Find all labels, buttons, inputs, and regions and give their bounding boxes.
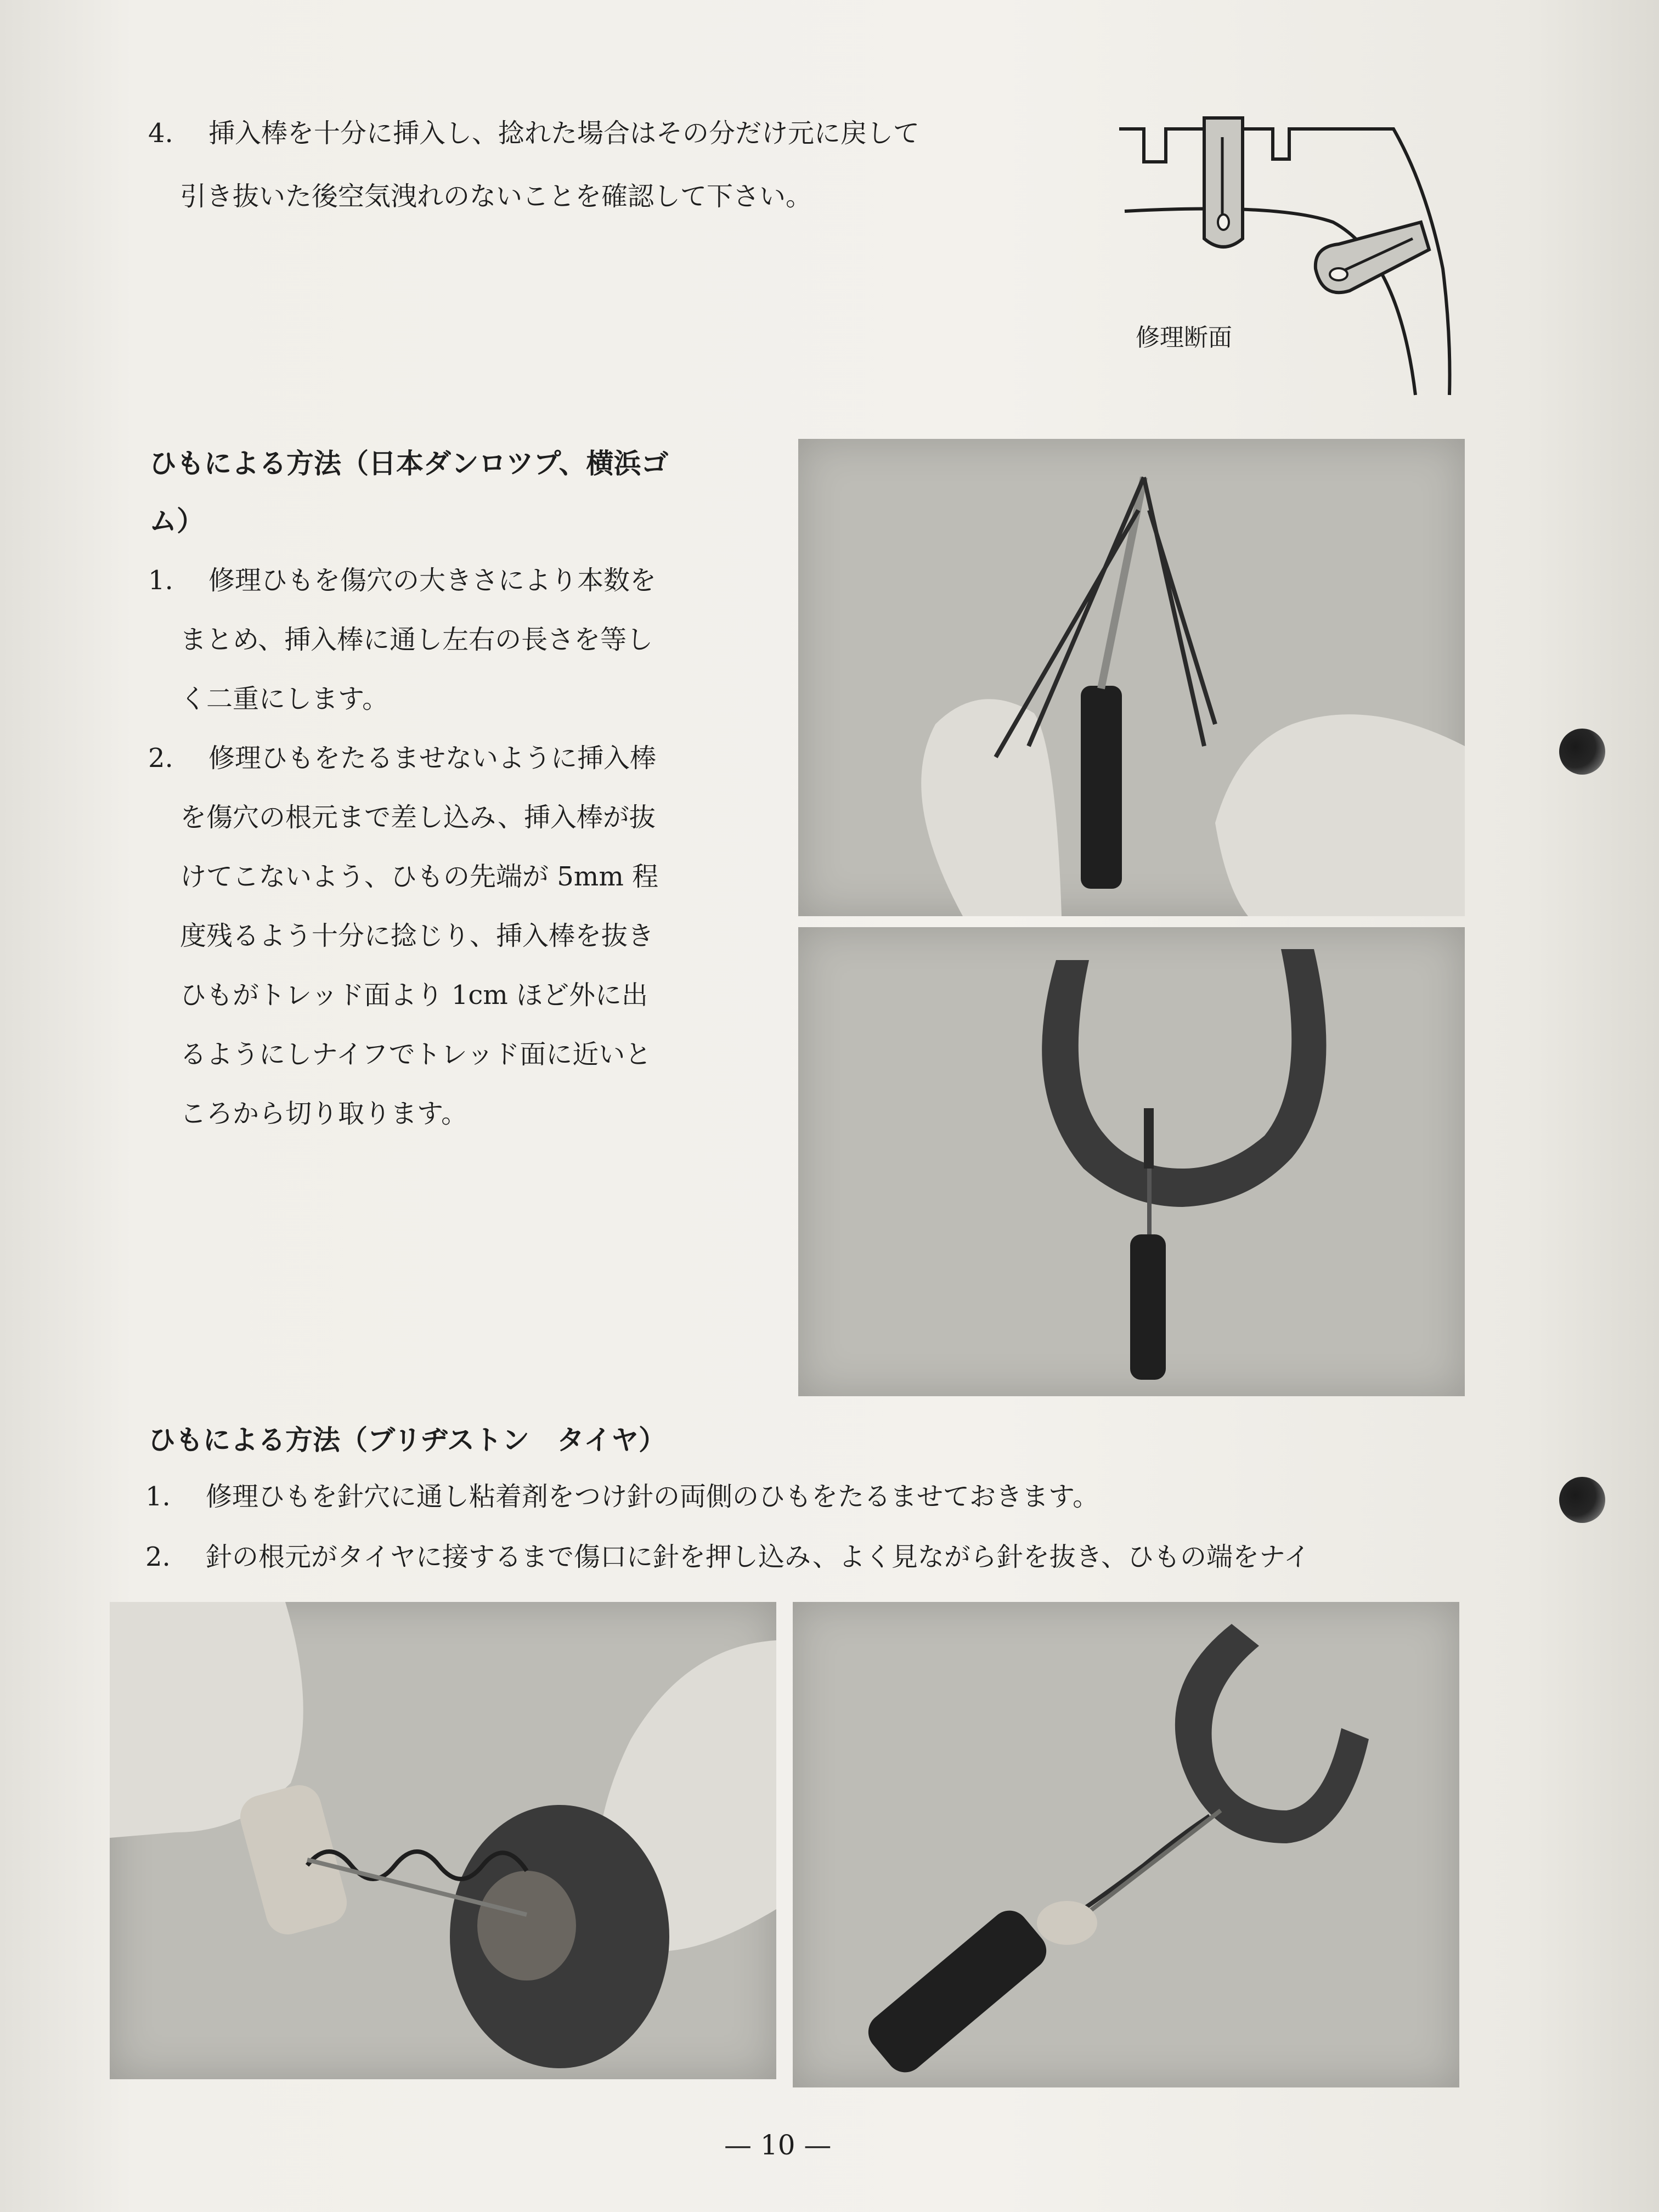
photo-tyre-section-with-tool xyxy=(798,927,1465,1396)
section-bridgestone-heading: ひもによる方法（ブリヂストン タイヤ） xyxy=(148,1424,666,1456)
dunlop-step-2-line-2: を傷穴の根元まで差し込み、挿入棒が抜 xyxy=(180,802,656,833)
section-dunlop-heading-line-1: ひもによる方法（日本ダンロツプ、横浜ゴ xyxy=(149,448,669,479)
photo-threading-cord xyxy=(798,439,1465,916)
dunlop-step-2-number: 2. xyxy=(148,743,173,774)
bridgestone-step-1-number: 1. xyxy=(145,1481,171,1512)
section-dunlop-heading-line-2: ム） xyxy=(149,505,204,537)
dunlop-step-2-line-7: ころから切り取ります。 xyxy=(180,1098,468,1129)
step-4-line-1: 4. 挿入棒を十分に挿入し、捻れた場合はその分だけ元に戻して xyxy=(148,118,920,149)
repair-cross-section-diagram xyxy=(1114,104,1465,411)
bridgestone-step-1: 1. 修理ひもを針穴に通し粘着剤をつけ針の両側のひもをたるませておきます。 xyxy=(145,1481,1099,1512)
dunlop-step-1-number: 1. xyxy=(148,565,173,596)
dunlop-step-2-line-5: ひもがトレッド面より 1cm ほど外に出 xyxy=(180,980,648,1011)
dunlop-step-1-line-3: く二重にします。 xyxy=(180,684,389,714)
dunlop-step-1-line-2: まとめ、挿入棒に通し左右の長さを等し xyxy=(180,624,653,655)
binder-hole-bottom xyxy=(1559,1477,1605,1523)
photo-bridgestone-tool-in-tyre xyxy=(793,1602,1459,2087)
page-number: — 10 — xyxy=(724,2129,832,2161)
dunlop-step-2-line-1: 2. 修理ひもをたるませないように挿入棒 xyxy=(148,743,657,774)
dunlop-step-2-line-6: るようにしナイフでトレッド面に近いと xyxy=(180,1039,652,1070)
dunlop-step-1-line-1: 1. 修理ひもを傷穴の大きさにより本数を xyxy=(148,565,657,596)
bridgestone-step-2: 2. 針の根元がタイヤに接するまで傷口に針を押し込み、よく見ながら針を抜き、ひもの端をナイ xyxy=(145,1542,1310,1572)
binder-hole-top xyxy=(1559,729,1605,775)
bridgestone-step-2-number: 2. xyxy=(145,1542,171,1572)
diagram-caption: 修理断面 xyxy=(1136,324,1232,352)
photo-applying-adhesive xyxy=(110,1602,776,2079)
step-4-number: 4. xyxy=(148,118,173,149)
step-4-line-2: 引き抜いた後空気洩れのないことを確認して下さい。 xyxy=(180,181,812,212)
dunlop-step-2-line-4: 度残るよう十分に捻じり、挿入棒を抜き xyxy=(180,921,654,951)
dunlop-step-2-line-3: けてこないよう、ひもの先端が 5mm 程 xyxy=(180,861,659,892)
